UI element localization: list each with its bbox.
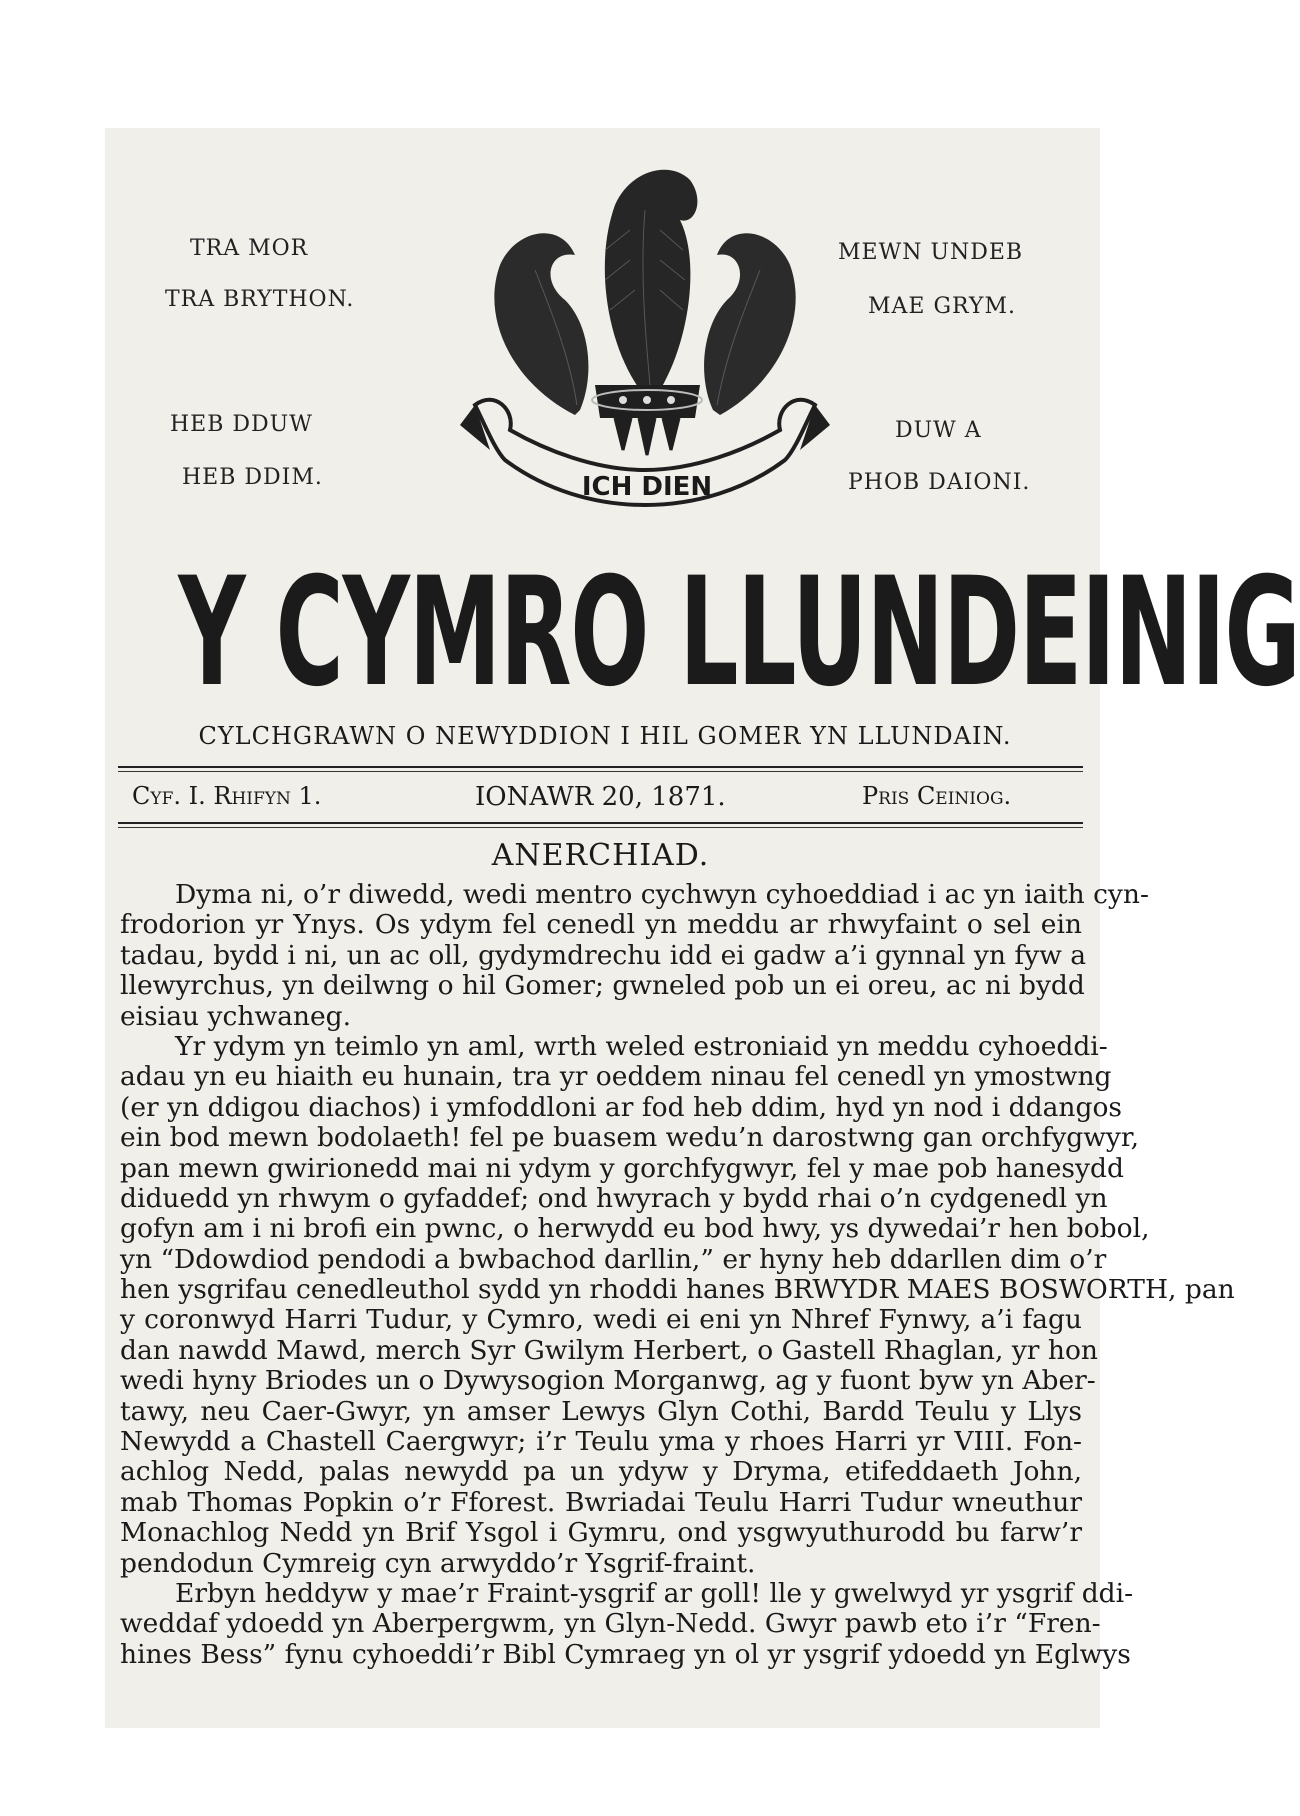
article-line: wedi hyny Briodes un o Dywysogion Morganwg, ag y fuont byw yn Aber- bbox=[120, 1365, 1096, 1397]
article-line: hen ysgrifau cenedleuthol sydd yn rhoddi hanes BRWYDR MAES BOSWORTH, pan bbox=[120, 1274, 1235, 1306]
divider-bottom-thin bbox=[118, 827, 1083, 828]
motto-top-right-line1: MEWN UNDEB bbox=[838, 240, 1024, 265]
issue-price: Pris Ceiniog. bbox=[862, 782, 1012, 810]
article-line: tawy, neu Caer-Gwyr, yn amser Lewys Glyn Cothi, Bardd Teulu y Llys bbox=[120, 1395, 1082, 1427]
motto-bottom-left-line2: HEB DDIM. bbox=[182, 465, 323, 490]
article-line: frodorion yr Ynys. Os ydym fel cenedl yn meddu ar rhwyfaint o sel ein bbox=[120, 909, 1082, 941]
article-line: pan mewn gwirionedd mai ni ydym y gorchfygwyr, fel y mae pob hanesydd bbox=[120, 1152, 1124, 1184]
masthead-subtitle: CYLCHGRAWN O NEWYDDION I HIL GOMER YN LLUNDAIN. bbox=[198, 722, 1012, 750]
article-line: Newydd a Chastell Caergwyr; i’r Teulu yma y rhoes Harri yr VIII. Fon- bbox=[120, 1426, 1082, 1458]
motto-top-left-line1: TRA MOR bbox=[190, 236, 309, 261]
motto-top-left-line2: TRA BRYTHON. bbox=[165, 287, 355, 312]
article-line: eisiau ychwaneg. bbox=[120, 1000, 352, 1032]
divider-bottom bbox=[118, 822, 1083, 824]
issue-date: IONAWR 20, 1871. bbox=[475, 782, 726, 812]
article-line: llewyrchus, yn deilwng o hil Gomer; gwneled pob un ei oreu, ac ni bydd bbox=[120, 970, 1085, 1002]
article-line: (er yn ddigou diachos) i ymfoddloni ar fod heb ddim, hyd yn nod i ddangos bbox=[120, 1091, 1122, 1123]
article-line: mab Thomas Popkin o’r Fforest. Bwriadai Teulu Harri Tudur wneuthur bbox=[120, 1486, 1082, 1518]
article-line: y coronwyd Harri Tudur, y Cymro, wedi ei eni yn Nhref Fynwy, a’i fagu bbox=[120, 1304, 1082, 1336]
article-line: achlog Nedd, palas newydd pa un ydyw y Dryma, etifeddaeth John, bbox=[120, 1456, 1082, 1488]
article-heading: ANERCHIAD. bbox=[491, 838, 710, 873]
article-line: pendodun Cymreig cyn arwyddo’r Ysgrif-fraint. bbox=[120, 1547, 756, 1579]
motto-bottom-right-line2: PHOB DAIONI. bbox=[848, 470, 1031, 495]
article-line: Yr ydym yn teimlo yn aml, wrth weled estroniaid yn meddu cyhoeddi- bbox=[175, 1030, 1108, 1062]
motto-bottom-right-line1: DUW A bbox=[895, 418, 982, 443]
article-line: Erbyn heddyw y mae’r Fraint-ysgrif ar goll! lle y gwelwyd yr ysgrif ddi- bbox=[175, 1577, 1134, 1609]
article-line: Monachlog Nedd yn Brif Ysgol i Gymru, ond ysgwyuthurodd bu farw’r bbox=[120, 1517, 1082, 1549]
divider-top bbox=[118, 766, 1083, 768]
masthead-title: Y CYMRO LLUNDEINIG bbox=[178, 546, 1300, 720]
crest-banner-text: ICH DIEN bbox=[581, 472, 713, 502]
article-line: hines Bess” fynu cyhoeddi’r Bibl Cymraeg yn ol yr ysgrif ydoedd yn Eglwys bbox=[120, 1638, 1131, 1670]
divider-top-thin bbox=[118, 771, 1083, 772]
motto-bottom-left-line1: HEB DDUW bbox=[170, 412, 313, 437]
article-line: gofyn am i ni brofi ein pwnc, o herwydd eu bod hwy, ys dywedai’r hen bobol, bbox=[120, 1213, 1150, 1245]
prince-of-wales-feathers-icon bbox=[455, 150, 835, 540]
article-line: diduedd yn rhwym o gyfaddef; ond hwyrach y bydd rhai o’n cydgenedl yn bbox=[120, 1182, 1108, 1214]
article-line: Dyma ni, o’r diwedd, wedi mentro cychwyn cyhoeddiad i ac yn iaith cyn- bbox=[175, 879, 1149, 910]
article-line: yn “Ddowdiod pendodi a bwbachod darllin,” er hyny heb ddarllen dim o’r bbox=[120, 1243, 1107, 1275]
motto-top-right-line2: MAE GRYM. bbox=[868, 294, 1016, 319]
issue-volume: Cyf. I. Rhifyn 1. bbox=[132, 782, 322, 810]
article-body bbox=[120, 879, 1235, 1670]
article-line: tadau, bydd i ni, un ac oll, gydymdrechu idd ei gadw a’i gynnal yn fyw a bbox=[120, 939, 1087, 971]
article-line: weddaf ydoedd yn Aberpergwm, yn Glyn-Nedd. Gwyr pawb eto i’r “Fren- bbox=[120, 1608, 1101, 1640]
article-line: adau yn eu hiaith eu hunain, tra yr oeddem ninau fel cenedl yn ymostwng bbox=[120, 1061, 1112, 1093]
masthead-container bbox=[118, 546, 1300, 720]
article-line: ein bod mewn bodolaeth! fel pe buasem wedu’n darostwng gan orchfygwyr, bbox=[120, 1122, 1140, 1154]
article-line: dan nawdd Mawd, merch Syr Gwilym Herbert, o Gastell Rhaglan, yr hon bbox=[120, 1334, 1098, 1366]
